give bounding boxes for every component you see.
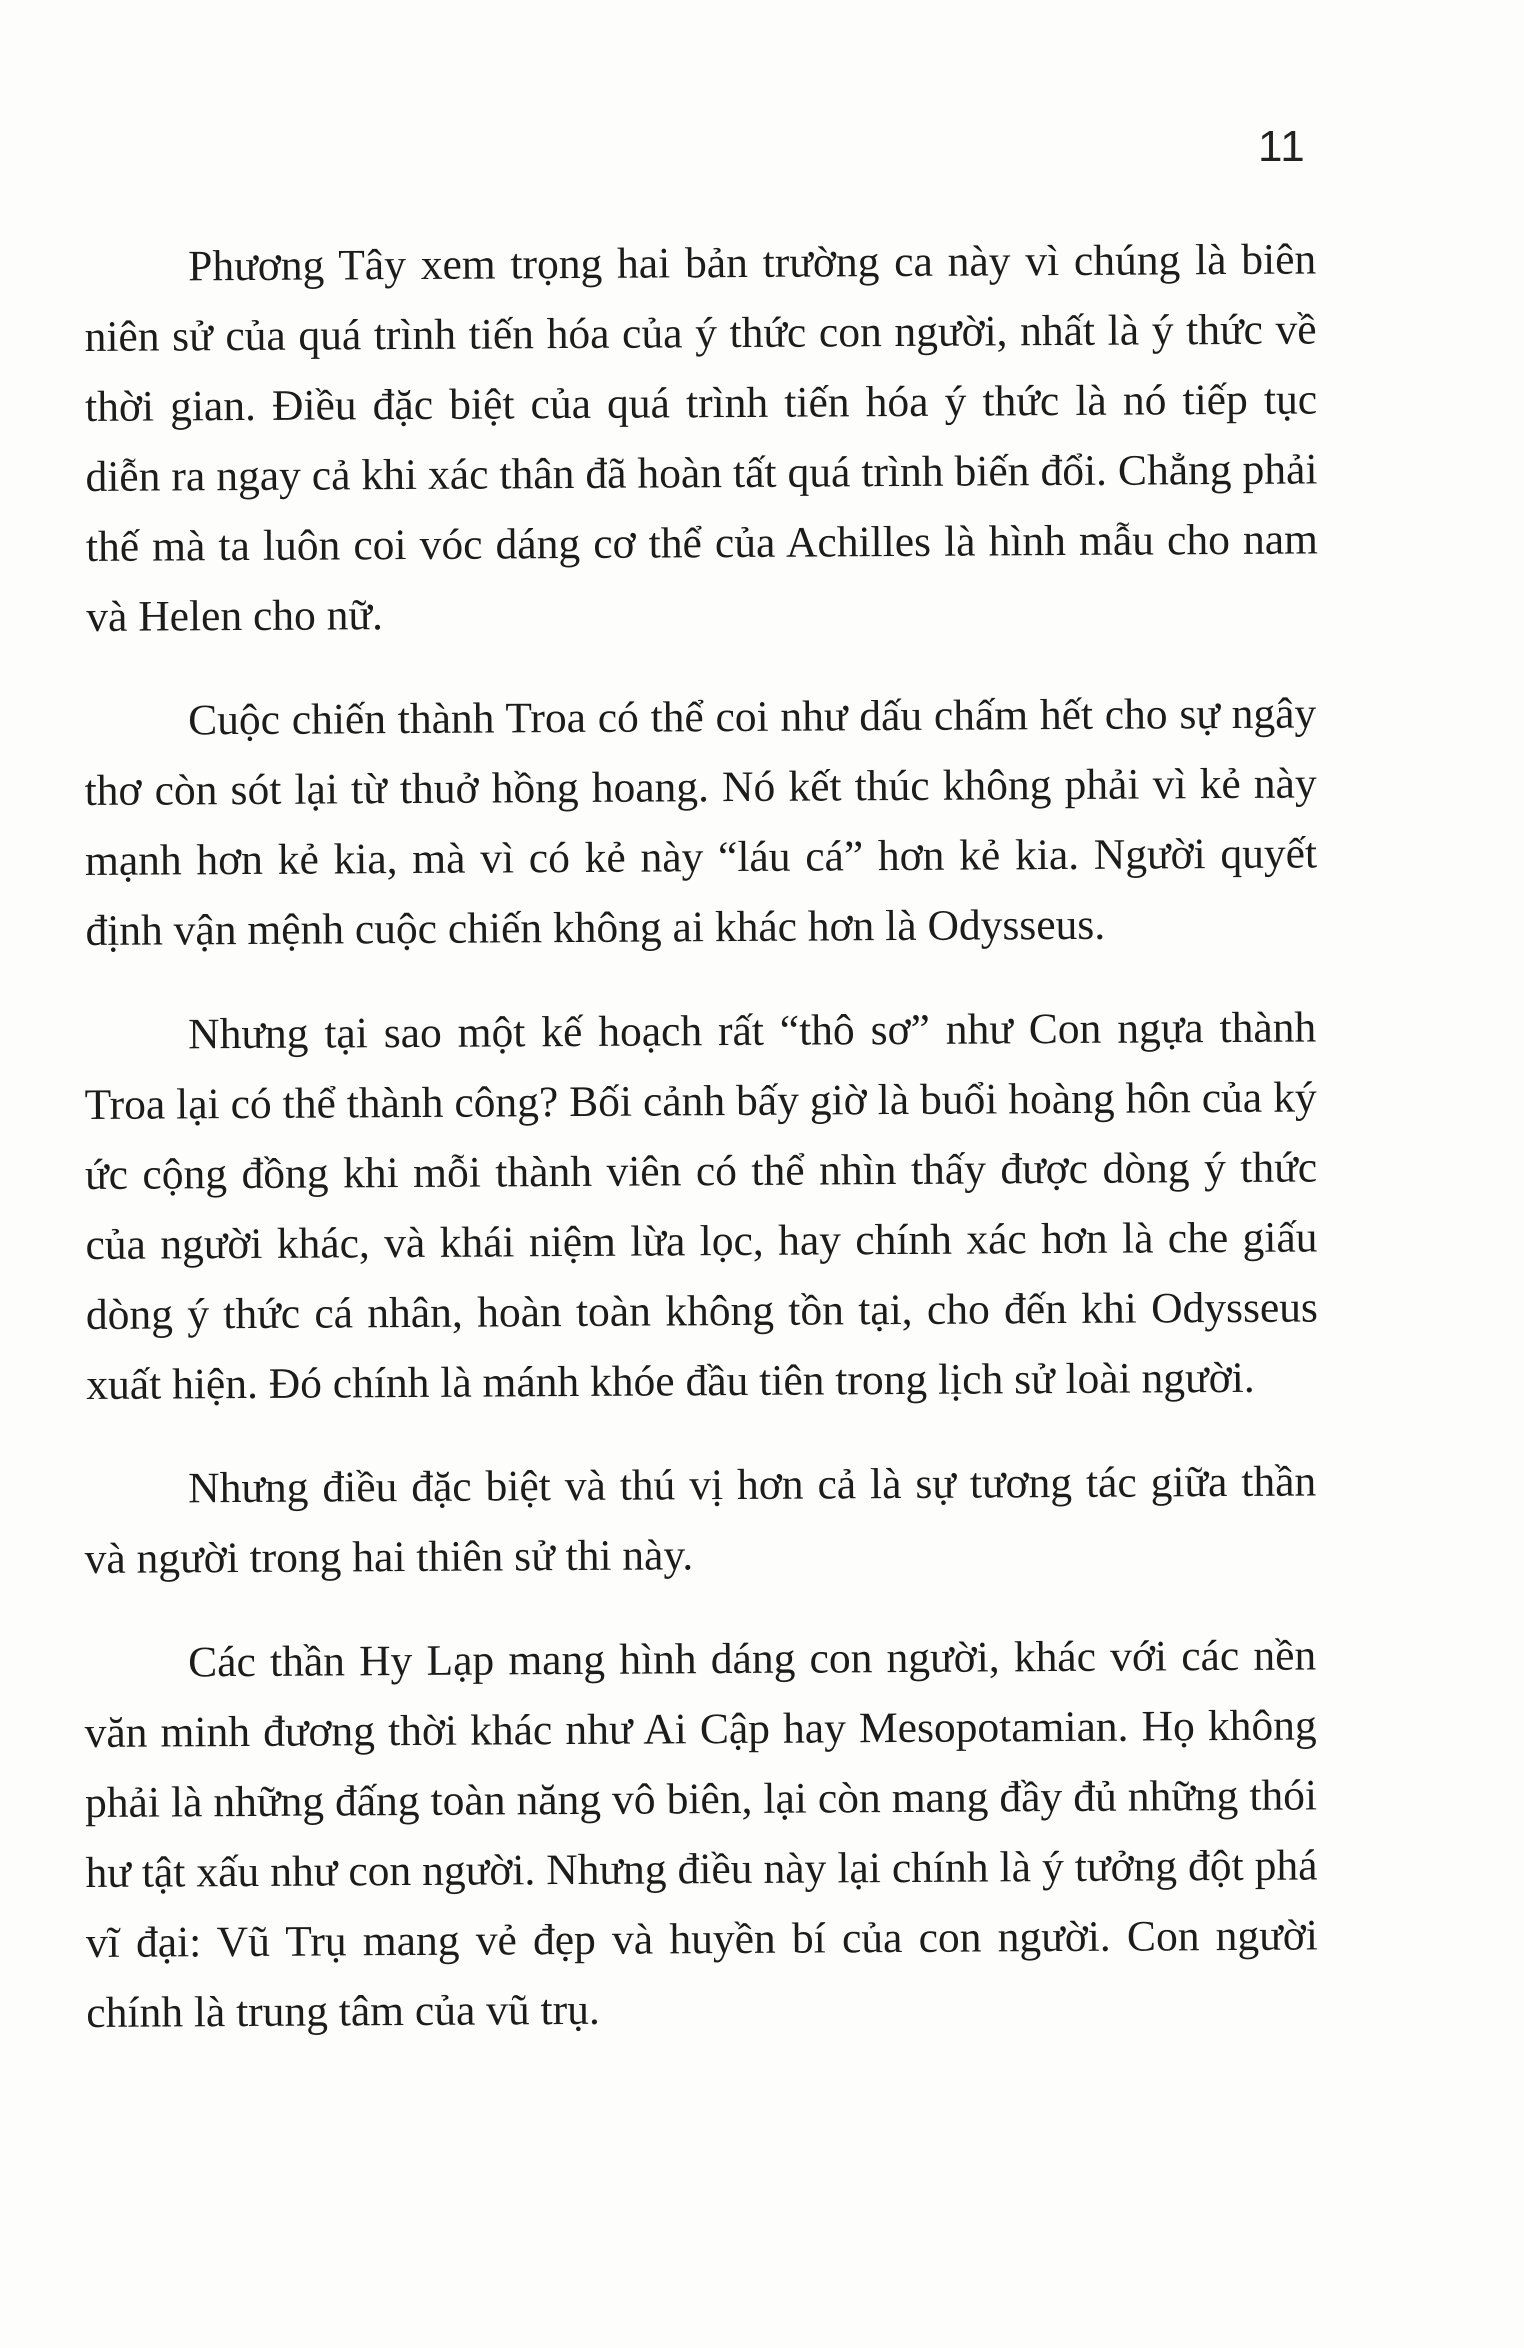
paragraph-3: Nhưng tại sao một kế hoạch rất “thô sơ” như Con ngựa thành Troa lại có thể thành công? Bối cảnh bấy giờ là buổi hoàng hôn của ký ức cộng đồng khi mỗi thành viên có thể nhìn thấy được dòng ý thức của người khác, và khái niệm lừa lọc, hay chính xác hơn là che giấu dòng ý thức cá nhân, hoàn toàn không tồn tại, cho đến khi Odysseus xuất hiện. Đó chính là mánh khóe đầu tiên trong lịch sử loài người. bbox=[84, 1003, 1319, 1409]
paragraph-2: Cuộc chiến thành Troa có thể coi như dấu chấm hết cho sự ngây thơ còn sót lại từ thuở hồng hoang. Nó kết thúc không phải vì kẻ này mạnh hơn kẻ kia, mà vì có kẻ này “láu cá” hơn kẻ kia. Người quyết định vận mệnh cuộc chiến không ai khác hơn là Odysseus. bbox=[84, 689, 1318, 955]
paragraph-4: Nhưng điều đặc biệt và thú vị hơn cả là sự tương tác giữa thần và người trong hai thiên sử thi này. bbox=[84, 1457, 1317, 1583]
paragraph-1: Phương Tây xem trọng hai bản trường ca này vì chúng là biên niên sử của quá trình tiến hóa của ý thức con người, nhất là ý thức về thời gian. Điều đặc biệt của quá trình tiến hóa ý thức là nó tiếp tục diễn ra ngay cả khi xác thân đã hoàn tất quá trình biến đổi. Chẳng phải thế mà ta luôn coi vóc dáng cơ thể của Achilles là hình mẫu cho nam và Helen cho nữ. bbox=[84, 235, 1319, 641]
paragraph-5: Các thần Hy Lạp mang hình dáng con người, khác với các nền văn minh đương thời khác như Ai Cập hay Mesopotamian. Họ không phải là những đấng toàn năng vô biên, lại còn mang đầy đủ những thói hư tật xấu như con người. Nhưng điều này lại chính là ý tưởng đột phá vĩ đại: Vũ Trụ mang vẻ đẹp và huyền bí của con người. Con người chính là trung tâm của vũ trụ. bbox=[84, 1631, 1319, 2037]
page-text-body bbox=[84, 232, 1319, 2048]
page-number: 11 bbox=[1258, 122, 1306, 171]
